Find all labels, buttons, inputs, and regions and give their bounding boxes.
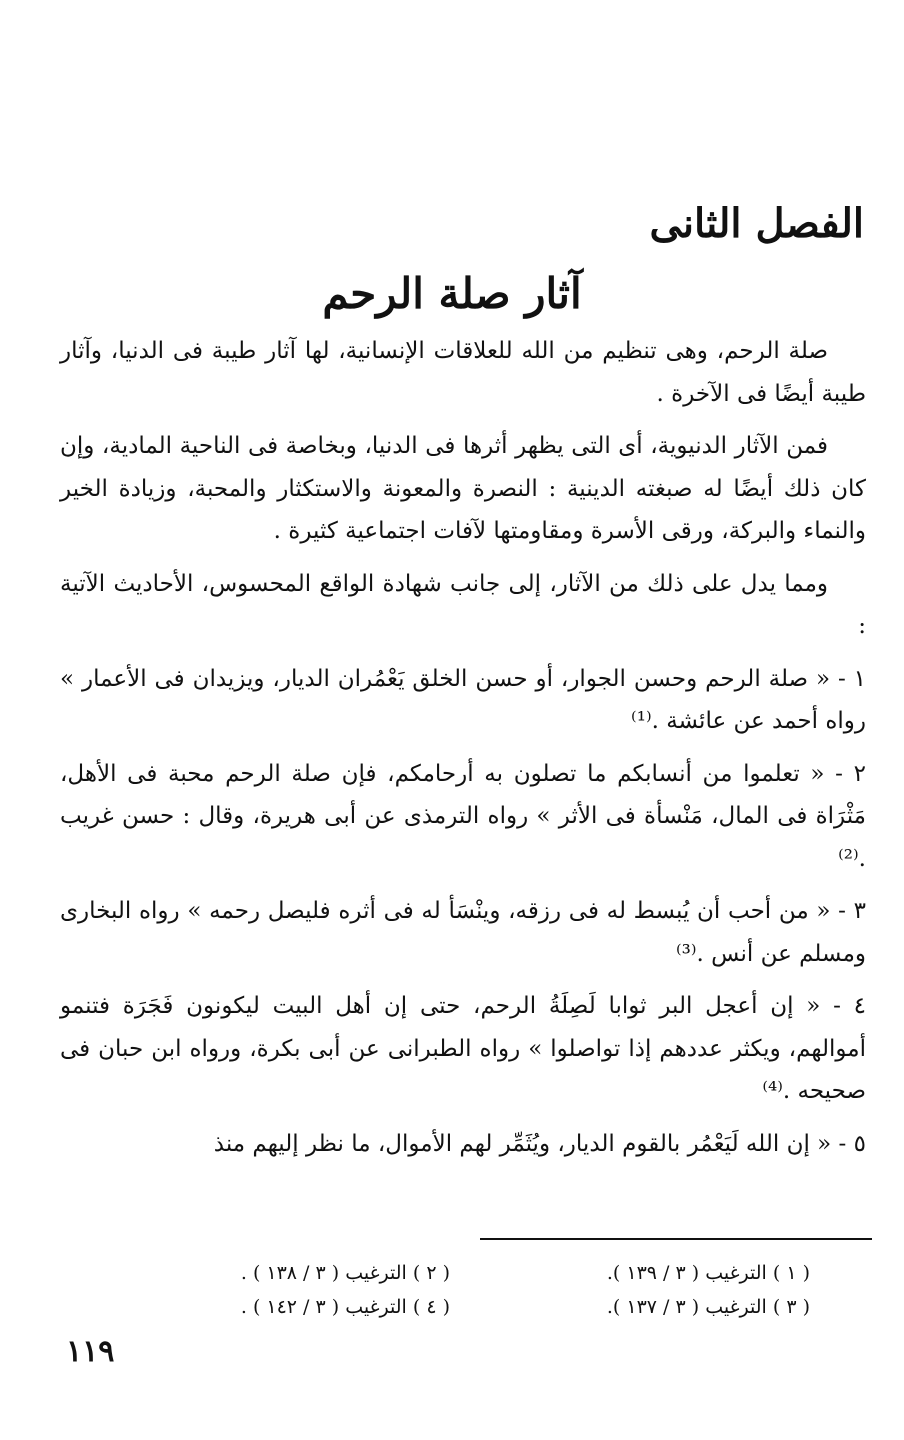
paragraph-hadith-intro: ومما يدل على ذلك من الآثار، إلى جانب شهادة الواقع المحسوس، الأحاديث الآتية : <box>60 570 866 639</box>
body-text <box>60 330 866 1175</box>
footnote-row <box>90 1256 810 1290</box>
footnote-row <box>90 1290 810 1324</box>
page-title: آثار صلة الرحم <box>322 269 582 318</box>
footnote-2: ( ٢ ) الترغيب ( ٣ / ١٣٨ ) . <box>240 1262 450 1284</box>
paragraph-worldly-effects: فمن الآثار الدنيوية، أى التى يظهر أثرها فى الدنيا، وبخاصة فى الناحية المادية، وإن كان ذلك أيضًا له صبغته الدينية : النصرة والمعونة والاستكثار والمحبة، وزيادة الخير والنماء والبركة، ورقى الأسرة ومقاومتها لآفات اجتماعية كثيرة . <box>60 433 866 544</box>
paragraph-intro: صلة الرحم، وهى تنظيم من الله للعلاقات الإنسانية، لها آثار طيبة فى الدنيا، وآثار طيبة أيضًا فى الآخرة . <box>60 338 866 407</box>
footnote-3: ( ٣ ) الترغيب ( ٣ / ١٣٧ ). <box>606 1296 810 1318</box>
hadith-2: ٢ - « تعلموا من أنسابكم ما تصلون به أرحامكم، فإن صلة الرحم محبة فى الأهل، مَثْرَاة فى المال، مَنْسأة فى الأثر » رواه الترمذى عن أبى هريرة، وقال : حسن غريب .⁽²⁾ <box>60 760 866 872</box>
hadith-1: ١ - « صلة الرحم وحسن الجوار، أو حسن الخلق يَعْمُران الديار، ويزيدان فى الأعمار » رواه أحمد عن عائشة .⁽¹⁾ <box>60 665 866 734</box>
page-number: ١١٩ <box>66 1334 115 1369</box>
footnotes <box>90 1256 810 1324</box>
hadith-3: ٣ - « من أحب أن يُبسط له فى رزقه، وينْسَأ له فى أثره فليصل رحمه » رواه البخارى ومسلم عن أنس .⁽³⁾ <box>60 898 866 967</box>
footnote-4: ( ٤ ) الترغيب ( ٣ / ١٤٢ ) . <box>240 1296 450 1318</box>
hadith-4: ٤ - « إن أعجل البر ثوابا لَصِلَةُ الرحم، حتى إن أهل البيت ليكونون فَجَرَة فتنمو أموالهم، ويكثر عددهم إذا تواصلوا » رواه الطبرانى عن أبى بكرة، ورواه ابن حبان فى صحيحه .⁽⁴⁾ <box>60 993 866 1104</box>
chapter-heading: الفصل الثانى <box>649 200 864 247</box>
footnote-1: ( ١ ) الترغيب ( ٣ / ١٣٩ ). <box>606 1262 810 1284</box>
hadith-5: ٥ - « إن الله لَيَعْمُر بالقوم الديار، ويُثَمِّر لهم الأموال، ما نظر إليهم منذ <box>213 1130 866 1157</box>
footnote-divider <box>480 1238 872 1240</box>
